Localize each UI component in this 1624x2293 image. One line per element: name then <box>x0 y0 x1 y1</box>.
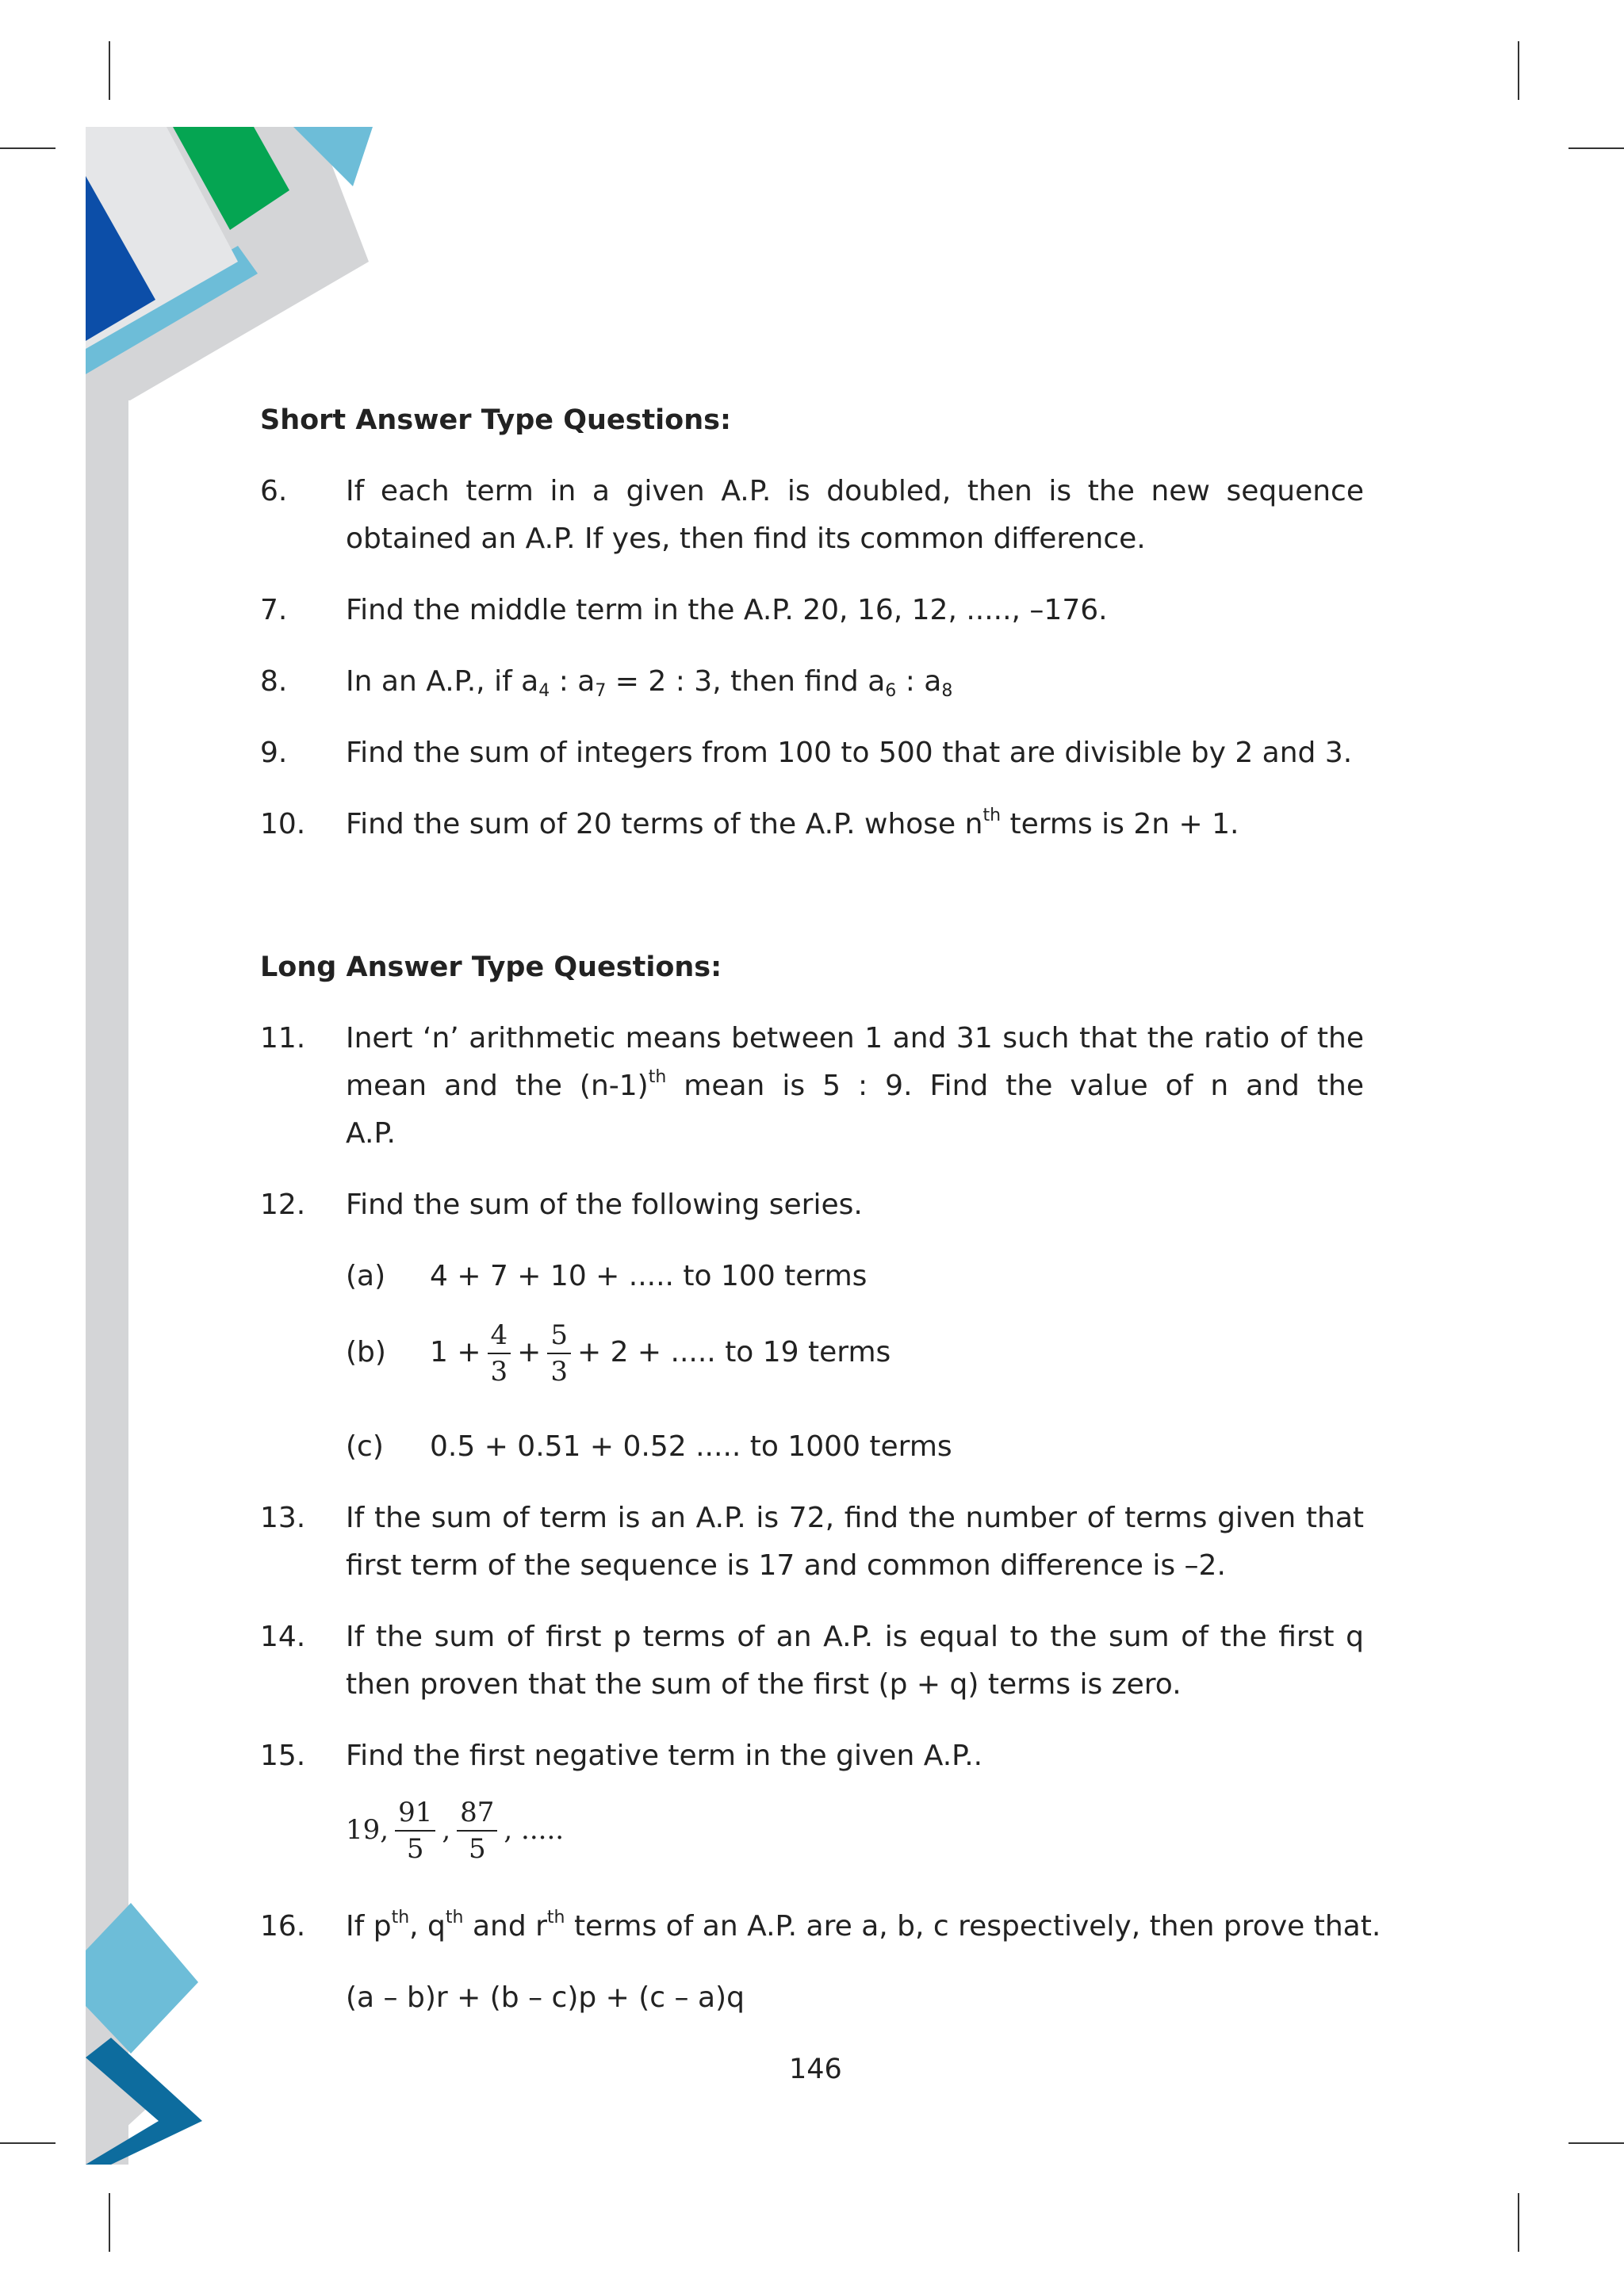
fraction-denominator: 5 <box>468 1833 486 1865</box>
q16-text-part: , q <box>409 1910 446 1943</box>
sequence-15 <box>346 1793 564 1866</box>
q8-text-part: = 2 : 3, then find a <box>606 665 886 698</box>
question-14-line-2: then proven that the sum of the first (p + q) terms is zero. <box>346 1668 1182 1701</box>
q8-text-part: : a <box>550 665 596 698</box>
q11-text-part: mean and the (n-1) <box>346 1070 649 1102</box>
question-13-line-2: first term of the sequence is 17 and common difference is –2. <box>346 1549 1226 1582</box>
fraction <box>488 1318 511 1389</box>
fraction <box>395 1795 435 1866</box>
q8-subscript: 7 <box>595 681 607 701</box>
series-b-text: + 2 + ..... to 19 terms <box>576 1336 891 1369</box>
question-11-line-2 <box>346 1062 1364 1110</box>
question-number: 12. <box>260 1189 306 1221</box>
series-b-text: 1 + <box>430 1336 481 1369</box>
q16-superscript: th <box>445 1908 464 1927</box>
q11-superscript: th <box>648 1067 667 1087</box>
q8-text-part: In an A.P., if a <box>346 665 539 698</box>
page-number: 146 <box>789 2054 842 2085</box>
question-14-line-1: If the sum of first p terms of an A.P. is equal to the sum of the first q <box>346 1621 1364 1653</box>
question-number: 8. <box>260 665 288 698</box>
question-10 <box>346 801 1239 848</box>
question-number: 13. <box>260 1502 306 1534</box>
series-b <box>430 1316 891 1389</box>
question-number: 10. <box>260 808 306 840</box>
q8-subscript: 4 <box>538 681 550 701</box>
question-6-line-2: obtained an A.P. If yes, then find its common difference. <box>346 523 1146 555</box>
question-number: 9. <box>260 737 288 769</box>
q16-text-part: If p <box>346 1910 392 1943</box>
q16-superscript: th <box>391 1908 410 1927</box>
question-6-line-1: If each term in a given A.P. is doubled, then is the new sequence <box>346 475 1364 507</box>
question-14 <box>346 1614 1364 1709</box>
fraction-numerator: 5 <box>547 1318 571 1354</box>
question-12: Find the sum of the following series. <box>346 1189 863 1221</box>
section-heading-short: Short Answer Type Questions: <box>260 404 731 436</box>
question-11 <box>346 1015 1364 1158</box>
sequence-text: , <box>442 1814 451 1846</box>
sub-label: (b) <box>346 1336 386 1369</box>
fraction-numerator: 87 <box>457 1795 497 1832</box>
question-number: 7. <box>260 594 288 626</box>
fraction <box>457 1795 497 1866</box>
question-number: 16. <box>260 1910 306 1943</box>
fraction-denominator: 5 <box>406 1833 424 1865</box>
question-7: Find the middle term in the A.P. 20, 16, 12, ....., –176. <box>346 594 1108 626</box>
series-b-text: + <box>517 1336 542 1369</box>
question-9: Find the sum of integers from 100 to 500 that are divisible by 2 and 3. <box>346 737 1353 769</box>
sub-label: (c) <box>346 1430 384 1463</box>
q11-text-part: Inert ‘n’ arithmetic means between 1 and 31 such that the ratio of the <box>346 1022 1364 1055</box>
fraction-numerator: 4 <box>488 1318 511 1354</box>
q16-superscript: th <box>546 1908 565 1927</box>
question-13-line-1: If the sum of term is an A.P. is 72, find the number of terms given that <box>346 1502 1364 1534</box>
series-a: 4 + 7 + 10 + ..... to 100 terms <box>430 1260 868 1292</box>
q8-text-part: : a <box>896 665 942 698</box>
question-11-line-3: A.P. <box>346 1117 396 1150</box>
question-number: 14. <box>260 1621 306 1653</box>
fraction-numerator: 91 <box>395 1795 435 1832</box>
question-16 <box>346 1903 1381 1950</box>
q11-text-part: mean is 5 : 9. Find the value of n and the <box>684 1070 1364 1102</box>
sequence-text: , ..... <box>504 1814 565 1846</box>
question-16-expression: (a – b)r + (b – c)p + (c – a)q <box>346 1981 745 2014</box>
question-number: 6. <box>260 475 288 507</box>
question-8 <box>346 658 952 706</box>
q8-subscript: 6 <box>885 681 897 701</box>
fraction-denominator: 3 <box>550 1356 568 1388</box>
question-6 <box>346 468 1364 563</box>
q8-subscript: 8 <box>941 681 953 701</box>
question-number: 11. <box>260 1022 306 1055</box>
sequence-text: 19, <box>346 1814 389 1846</box>
fraction-denominator: 3 <box>490 1356 508 1388</box>
series-c: 0.5 + 0.51 + 0.52 ..... to 1000 terms <box>430 1430 952 1463</box>
question-15: Find the first negative term in the given A.P.. <box>346 1740 983 1772</box>
fraction <box>547 1318 571 1389</box>
question-11-line-1 <box>346 1015 1364 1062</box>
question-number: 15. <box>260 1740 306 1772</box>
q10-text-part: Find the sum of 20 terms of the A.P. whose n <box>346 808 983 840</box>
q16-text-part: and r <box>463 1910 547 1943</box>
question-13 <box>346 1495 1364 1590</box>
section-heading-long: Long Answer Type Questions: <box>260 951 722 983</box>
q10-superscript: th <box>982 806 1002 825</box>
sub-label: (a) <box>346 1260 386 1292</box>
q16-text-part: terms of an A.P. are a, b, c respectively, then prove that. <box>565 1910 1381 1943</box>
q10-text-part: terms is 2n + 1. <box>1001 808 1239 840</box>
